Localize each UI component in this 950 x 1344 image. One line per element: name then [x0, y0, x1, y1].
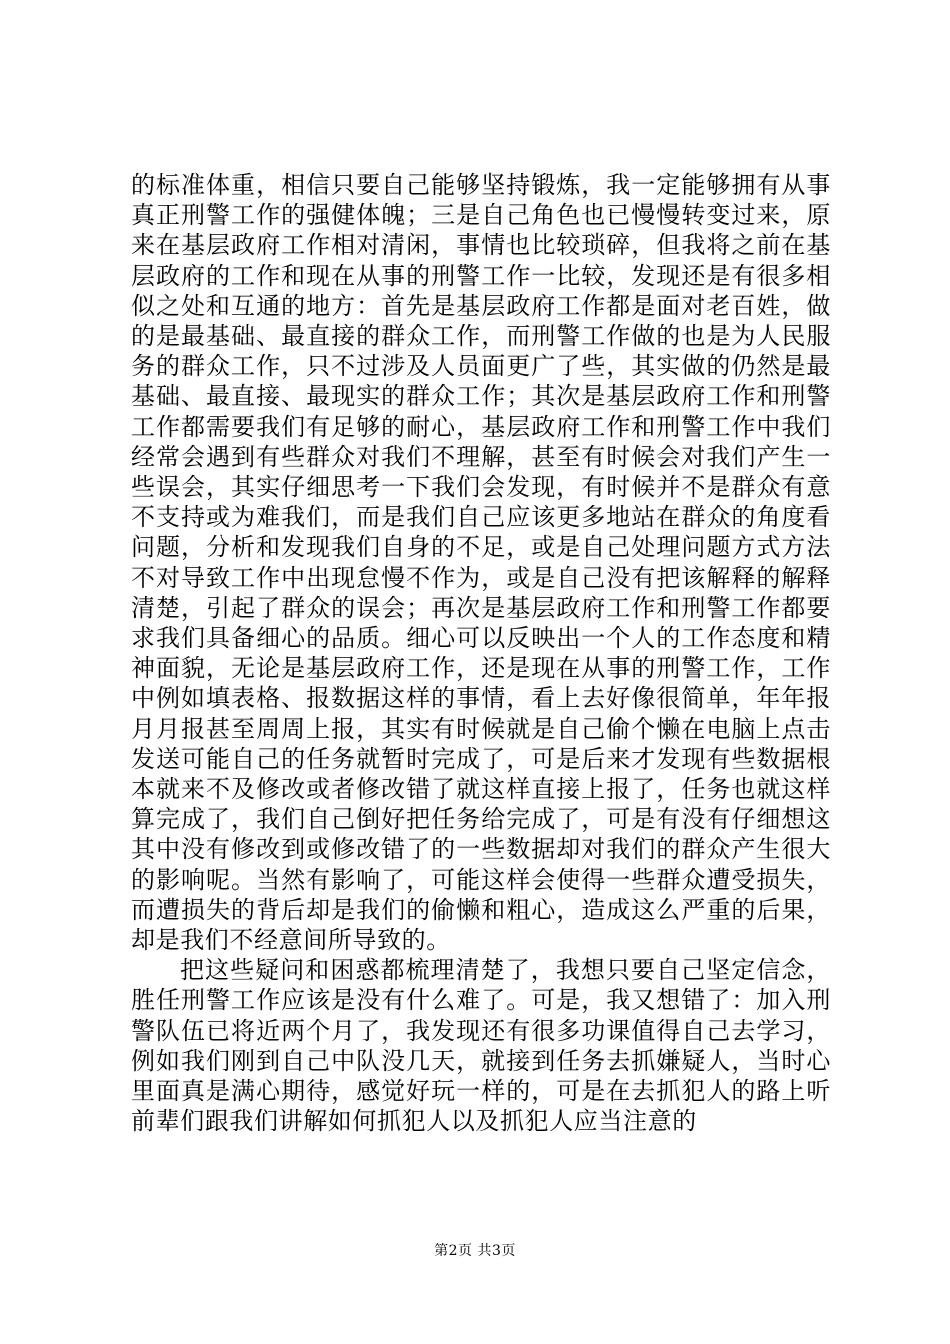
- paragraph-1: 的标准体重，相信只要自己能够坚持锻炼，我一定能够拥有从事真正刑警工作的强健体魄；三是自己角色也已慢慢转变过来，原来在基层政府工作相对清闲，事情也比较琐碎，但我将之前在基层政府的工作和现在从事的刑警工作一比较，发现还是有很多相似之处和互通的地方：首先是基层政府工作都是面对老百姓，做的是最基础、最直接的群众工作，而刑警工作做的也是为人民服务的群众工作，只不过涉及人员面更广了些，其实做的仍然是最基础、最直接、最现实的群众工作；其次是基层政府工作和刑警工作都需要我们有足够的耐心，基层政府工作和刑警工作中我们经常会遇到有些群众对我们不理解，甚至有时候会对我们产生一些误会，其实仔细思考一下我们会发现，有时候并不是群众有意不支持或为难我们，而是我们自己应该更多地站在群众的角度看问题，分析和发现我们自身的不足，或是自己处理问题方式方法不对导致工作中出现怠慢不作为，或是自己没有把该解释的解释清楚，引起了群众的误会；再次是基层政府工作和刑警工作都要求我们具备细心的品质。细心可以反映出一个人的工作态度和精神面貌，无论是基层政府工作，还是现在从事的刑警工作，工作中例如填表格、报数据这样的事情，看上去好像很简单，年年报月月报甚至周周上报，其实有时候就是自己偷个懒在电脑上点击发送可能自己的任务就暂时完成了，可是后来才发现有些数据根本就来不及修改或者修改错了就这样直接上报了，任务也就这样算完成了，我们自己倒好把任务给完成了，可是有没有仔细想这其中没有修改到或修改错了的一些数据却对我们的群众产生很大的影响呢。当然有影响了，可能这样会使得一些群众遭受损失，而遭损失的背后却是我们的偷懒和粗心，造成这么严重的后果，却是我们不经意间所导致的。: [131, 171, 831, 955]
- document-body: [131, 170, 831, 1137]
- page-footer: 第2页 共3页: [434, 1243, 516, 1259]
- paragraph-2: 把这些疑问和困惑都梳理清楚了，我想只要自己坚定信念，胜任刑警工作应该是没有什么难了。可是，我又想错了：加入刑警队伍已将近两个月了，我发现还有很多功课值得自己去学习，例如我们刚到自己中队没几天，就接到任务去抓嫌疑人，当时心里面真是满心期待，感觉好玩一样的，可是在去抓犯人的路上听前辈们跟我们讲解如何抓犯人以及抓犯人应当注意的: [131, 956, 831, 1136]
